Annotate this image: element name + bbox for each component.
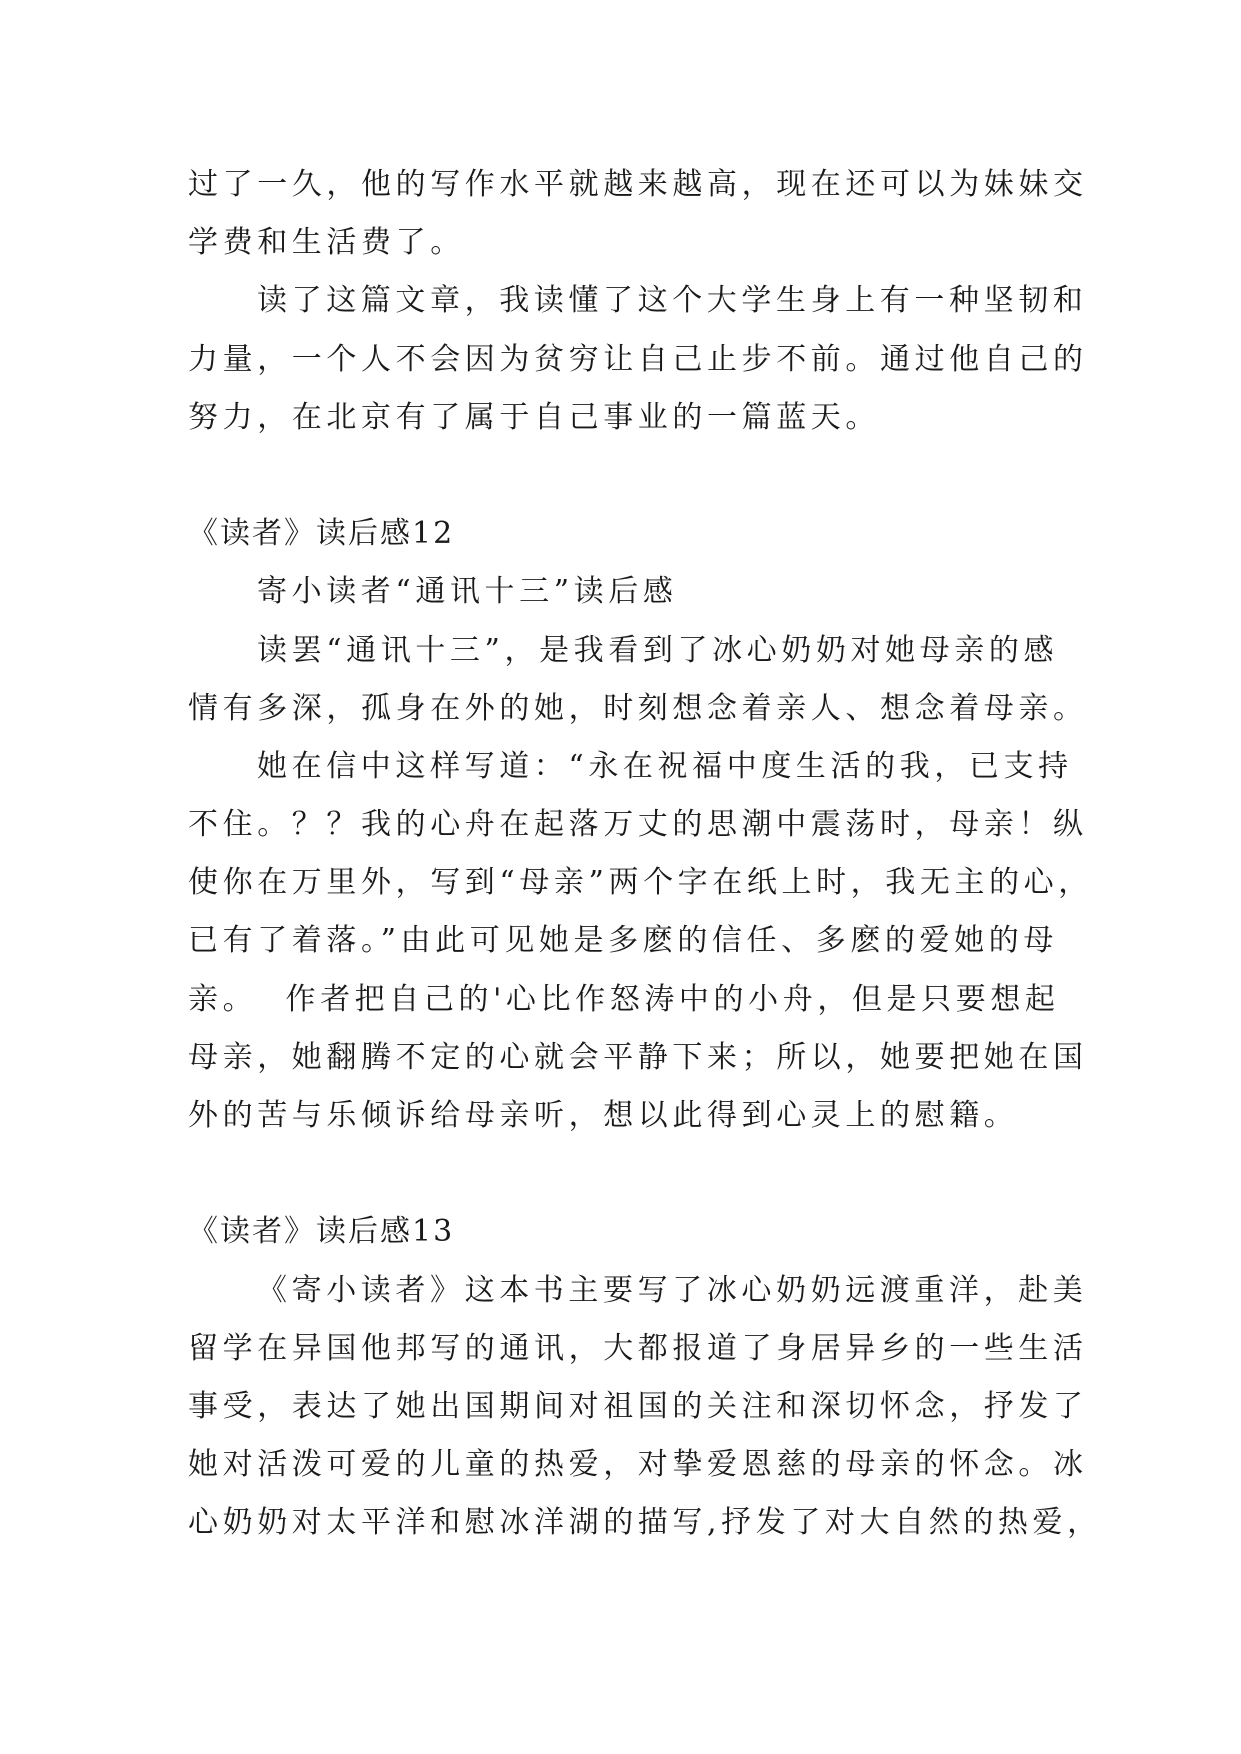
text-line: 读罢“通讯十三”，是我看到了冰心奶奶对她母亲的感 — [257, 632, 1059, 668]
text-line: 情有多深，孤身在外的她，时刻想念着亲人、想念着母亲。 — [188, 690, 1088, 726]
text-line: 心奶奶对太平洋和慰冰洋湖的描写,抒发了对大自然的热爱， — [188, 1505, 1102, 1541]
section-13-paragraph-1 — [188, 1262, 1148, 1553]
section-heading: 《读者》读后感12 — [188, 516, 455, 552]
section-spacer — [188, 1145, 1148, 1203]
document-page — [188, 156, 1148, 1553]
section-heading: 《读者》读后感13 — [188, 1214, 455, 1250]
section-12-paragraph-2 — [188, 738, 1148, 1145]
text-line: 她在信中这样写道：“永在祝福中度生活的我，已支持 — [257, 748, 1073, 784]
text-line: 她对活泼可爱的儿童的热爱，对挚爱恩慈的母亲的怀念。冰 — [188, 1447, 1088, 1483]
intro-paragraph-2 — [188, 272, 1148, 447]
text-line: 努力，在北京有了属于自己事业的一篇蓝天。 — [188, 399, 880, 435]
text-line: 事受，表达了她出国期间对祖国的关注和深切怀念，抒发了 — [188, 1388, 1088, 1424]
text-line: 亲。 作者把自己的'心比作怒涛中的小舟，但是只要想起 — [188, 981, 1060, 1017]
text-line: 不住。？？我的心舟在起落万丈的思潮中震荡时，母亲！纵 — [188, 807, 1088, 843]
text-line: 外的苦与乐倾诉给母亲听，想以此得到心灵上的慰籍。 — [188, 1098, 1019, 1133]
section-13 — [188, 1203, 1148, 1552]
text-line: 《寄小读者》这本书主要写了冰心奶奶远渡重洋，赴美 — [257, 1272, 1088, 1308]
text-line: 使你在万里外，写到“母亲”两个字在纸上时，我无主的心， — [188, 865, 1093, 901]
text-line: 力量，一个人不会因为贫穷让自己止步不前。通过他自己的 — [188, 341, 1088, 377]
text-line: 读了这篇文章，我读懂了这个大学生身上有一种坚韧和 — [257, 283, 1088, 319]
text-line: 母亲，她翻腾不定的心就会平静下来；所以，她要把她在国 — [188, 1039, 1088, 1075]
text-line: 已有了着落。”由此可见她是多麽的信任、多麽的爱她的母 — [188, 923, 1058, 959]
text-line: 留学在异国他邦写的通讯，大都报道了身居异乡的一些生活 — [188, 1330, 1088, 1366]
text-line: 过了一久，他的写作水平就越来越高，现在还可以为妹妹交 — [188, 167, 1088, 202]
text-line: 学费和生活费了。 — [188, 225, 465, 261]
intro-paragraph-1 — [188, 156, 1148, 272]
section-spacer — [188, 447, 1148, 505]
section-12-paragraph-1 — [188, 622, 1148, 738]
section-12 — [188, 505, 1148, 1145]
section-subtitle: 寄小读者“通讯十三”读后感 — [257, 574, 678, 610]
